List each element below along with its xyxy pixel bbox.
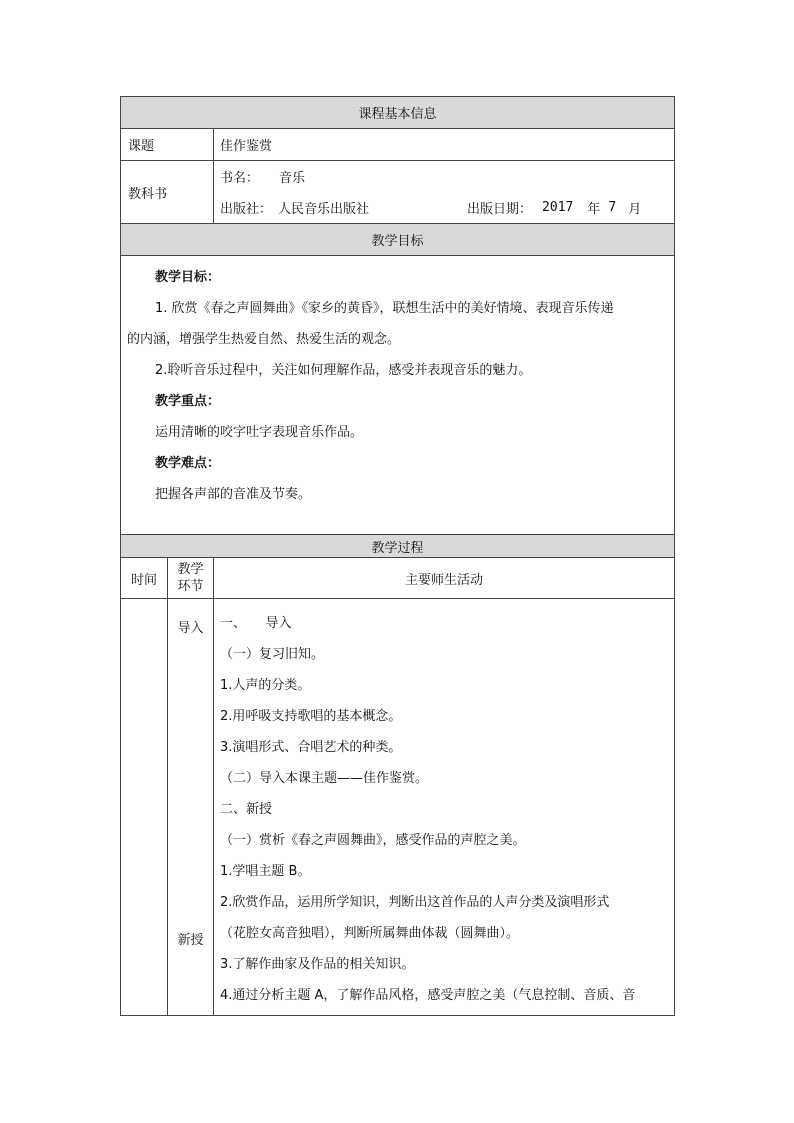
goal-1-line-2: 的内涵，增强学生热爱自然、热爱生活的观念。 bbox=[127, 332, 401, 347]
activity-line: 4.通过分析主题 A，了解作品风格，感受声腔之美（气息控制、音质、音 bbox=[220, 988, 636, 1003]
col-header-activity: 主要师生活动 bbox=[214, 558, 675, 599]
goal-1-line-1: 1. 欣赏《春之声圆舞曲》《家乡的黄昏》，联想生活中的美好情境、表现音乐传递 bbox=[155, 301, 614, 316]
activity-line: （花腔女高音独唱），判断所属舞曲体裁（圆舞曲）。 bbox=[220, 926, 520, 941]
activity-line: 2.用呼吸支持歌唱的基本概念。 bbox=[220, 709, 402, 724]
publisher-value: 人民音乐出版社 bbox=[278, 202, 370, 217]
textbook-label: 教科书 bbox=[121, 161, 214, 224]
difficulty-title: 教学难点： bbox=[155, 456, 221, 471]
stage-cell bbox=[168, 599, 214, 1016]
publisher-label: 出版社： bbox=[220, 202, 273, 217]
publisher-row bbox=[214, 192, 674, 223]
goal-title: 教学目标： bbox=[155, 270, 221, 285]
publish-year: 2017 bbox=[542, 200, 574, 215]
activity-line: 1.人声的分类。 bbox=[220, 678, 311, 693]
col-header-stage bbox=[168, 558, 214, 599]
publish-date-label: 出版日期： bbox=[467, 202, 533, 217]
lesson-plan-table bbox=[120, 96, 675, 1016]
month-unit: 月 bbox=[628, 202, 642, 217]
goal-2: 2.聆听音乐过程中，关注如何理解作品，感受并表现音乐的魅力。 bbox=[155, 363, 532, 378]
col-header-stage-line-1: 教学 bbox=[177, 562, 204, 577]
activity-line: 3.演唱形式、合唱艺术的种类。 bbox=[220, 740, 402, 755]
stage-new: 新授 bbox=[177, 933, 204, 948]
year-unit: 年 bbox=[587, 202, 601, 217]
activity-line: （二）导入本课主题——佳作鉴赏。 bbox=[220, 771, 429, 786]
book-name-row bbox=[214, 161, 674, 192]
activity-line: （一）复习旧知。 bbox=[220, 647, 325, 662]
book-name-label: 书名： bbox=[220, 171, 260, 186]
objectives-body bbox=[121, 256, 675, 535]
key-point-text: 运用清晰的咬字吐字表现音乐作品。 bbox=[155, 425, 364, 440]
book-name-value: 音乐 bbox=[279, 171, 306, 186]
topic-value: 佳作鉴赏 bbox=[214, 129, 675, 161]
activity-line: 2.欣赏作品，运用所学知识，判断出这首作品的人声分类及演唱形式 bbox=[220, 895, 610, 910]
activity-line: 一、 导入 bbox=[220, 616, 292, 631]
activity-line: 1.学唱主题 B。 bbox=[220, 864, 311, 879]
publish-month: 7 bbox=[608, 200, 617, 215]
stage-intro: 导入 bbox=[177, 621, 204, 636]
topic-label: 课题 bbox=[121, 129, 214, 161]
time-cell bbox=[121, 599, 168, 1016]
section-process: 教学过程 bbox=[121, 535, 675, 558]
activity-line: 3.了解作曲家及作品的相关知识。 bbox=[220, 957, 415, 972]
section-objectives: 教学目标 bbox=[121, 224, 675, 256]
activities-cell bbox=[214, 599, 675, 1016]
section-basic-info: 课程基本信息 bbox=[121, 97, 675, 129]
key-point-title: 教学重点： bbox=[155, 394, 221, 409]
activity-line: 二、新授 bbox=[220, 802, 273, 817]
activity-line: （一）赏析《春之声圆舞曲》，感受作品的声腔之美。 bbox=[220, 833, 526, 848]
col-header-time: 时间 bbox=[121, 558, 168, 599]
difficulty-text: 把握各声部的音准及节奏。 bbox=[155, 487, 312, 502]
col-header-stage-line-2: 环节 bbox=[177, 579, 204, 594]
textbook-info bbox=[214, 161, 675, 224]
